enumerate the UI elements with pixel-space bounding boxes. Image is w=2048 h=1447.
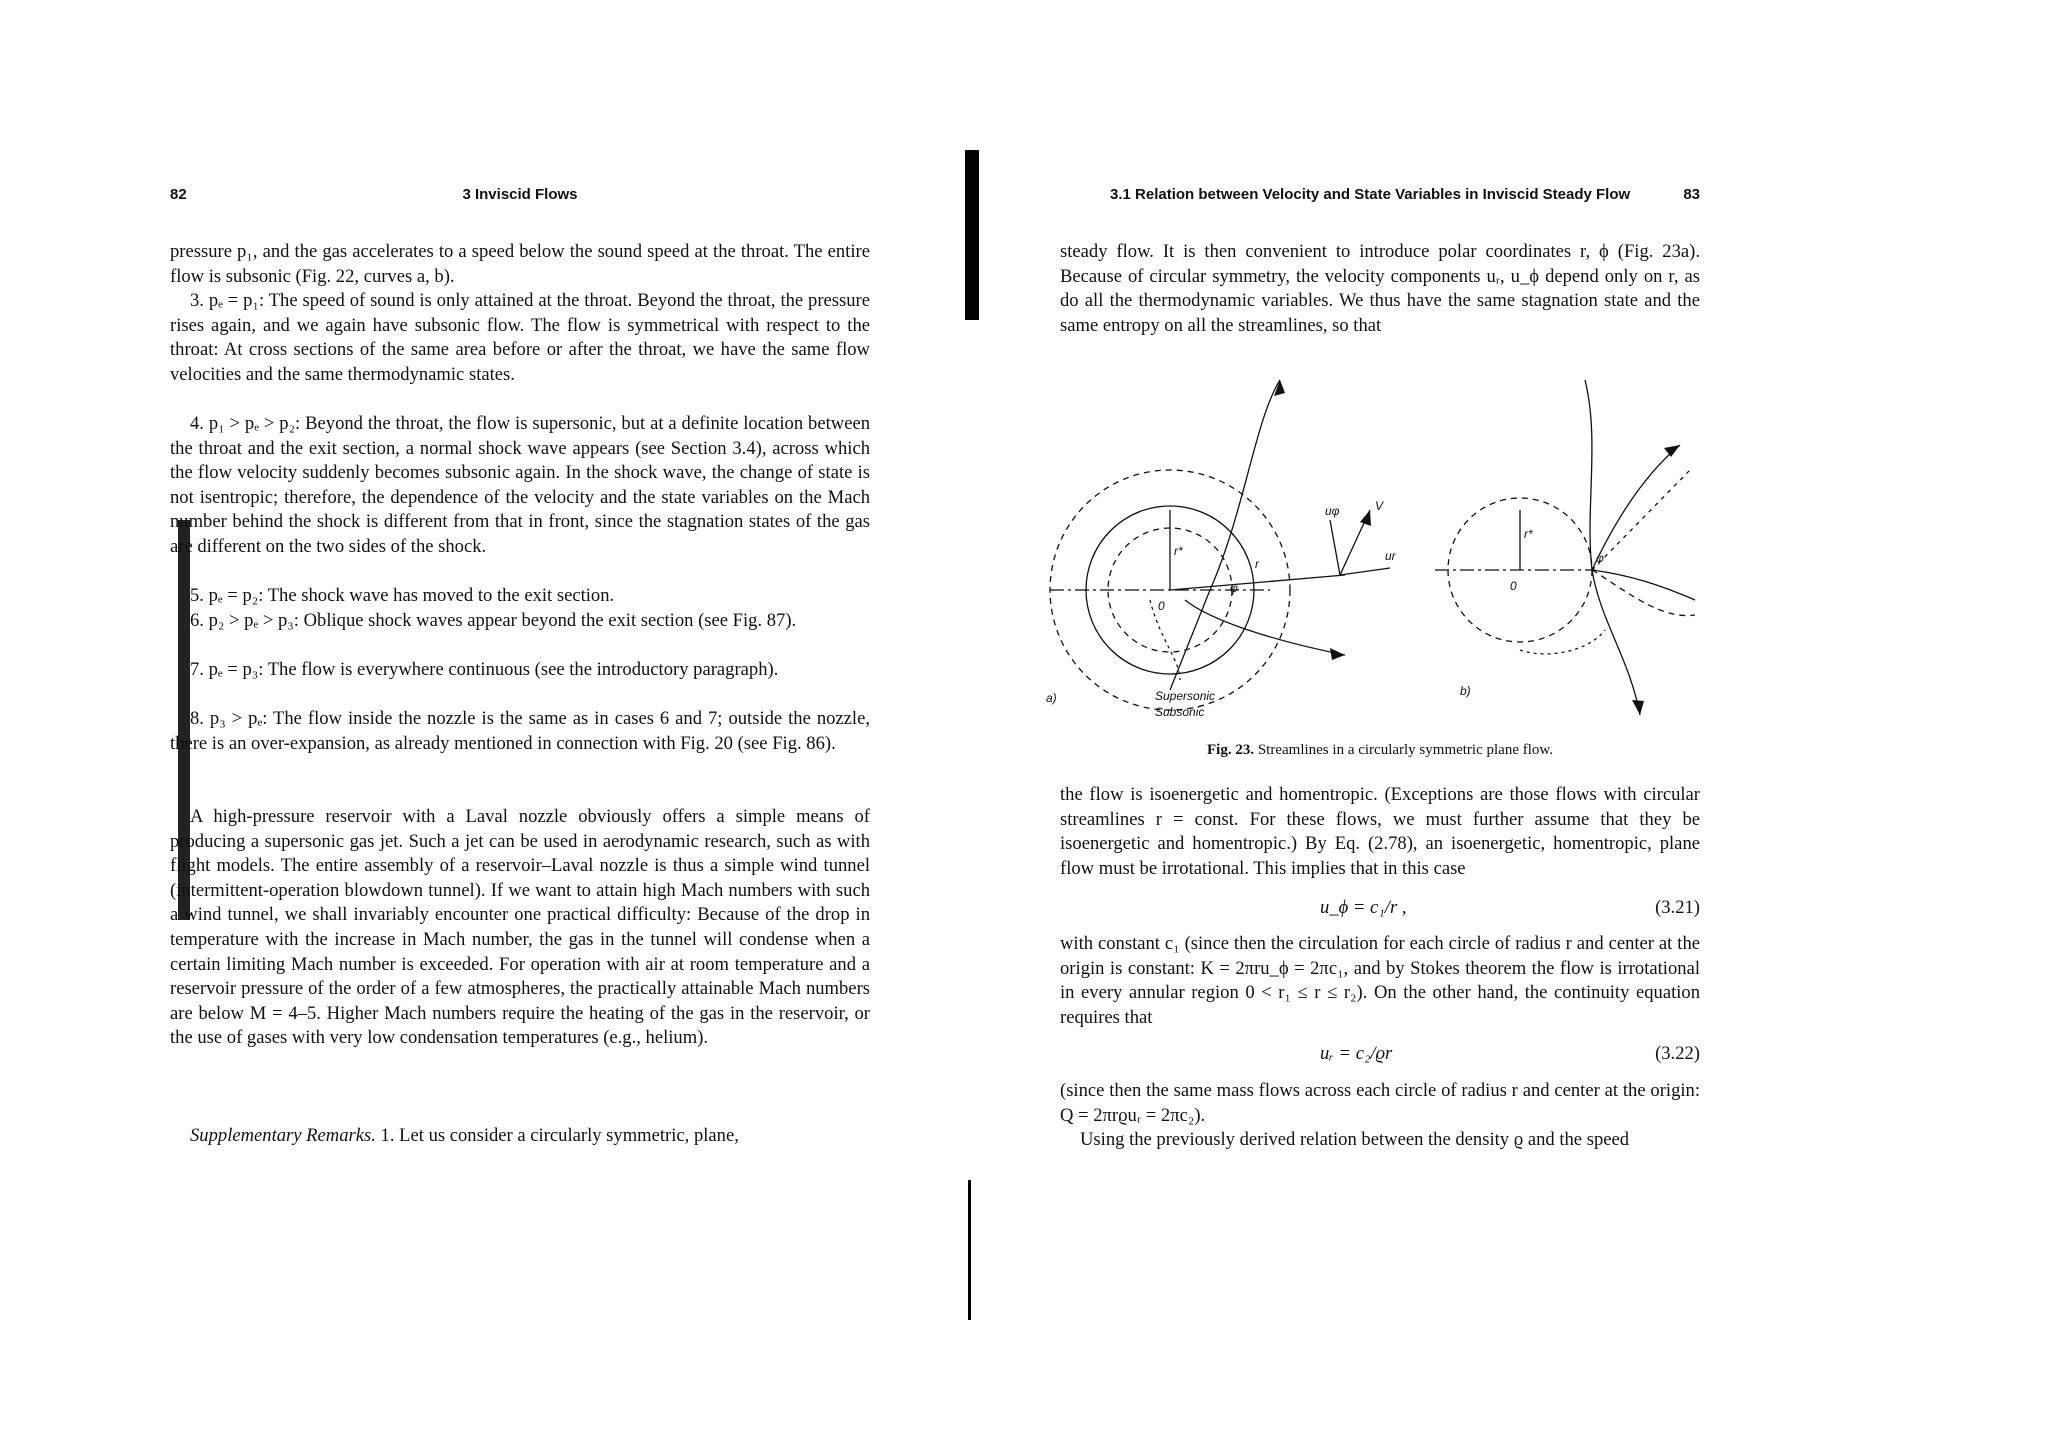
fig-a-arrowhead-right <box>1330 648 1345 660</box>
paragraph-case6: 6. p₂ > pₑ > p₃: Oblique shock waves appear beyond the exit section (see Fig. 87). <box>190 610 797 631</box>
fig-a-label-rstar: r* <box>1174 544 1183 558</box>
caption-label: Fig. 23. <box>1206 742 1255 758</box>
paragraph-polar-coordinates: steady flow. It is then convenient to introduce polar coordinates r, ϕ (Fig. 23a). Because of circular symmetry, the velocity components uᵣ, u_ϕ depend only on r, as do all the thermodynamic variables. We thus have the same stagnation state and the same entropy on all the streamlines, so that <box>1060 241 1700 336</box>
fig-b-streamline-7 <box>1592 470 1690 570</box>
fig-label-supersonic: Supersonic <box>1155 689 1216 703</box>
fig-b-streamline-5 <box>1592 570 1640 715</box>
paragraph-case7: 7. pₑ = p₃: The flow is everywhere continuous (see the introductory paragraph). <box>190 659 779 680</box>
fig-a-label-v: V <box>1375 499 1384 513</box>
figure-23-streamlines <box>1040 360 1700 740</box>
running-title-right: 3.1 Relation between Velocity and State Variables in Inviscid Steady Flow <box>1110 186 1631 203</box>
fig-a-streamline-2 <box>1185 600 1345 655</box>
paragraph-case5: 5. pₑ = p₂: The shock wave has moved to the exit section. <box>190 585 615 606</box>
supplementary-text: 1. Let us consider a circularly symmetric, plane, <box>375 1125 739 1146</box>
fig-a-label-origin: 0 <box>1158 599 1165 613</box>
paragraph-supplementary <box>170 1124 870 1149</box>
left-page <box>170 0 870 1447</box>
equation-3-22-number: (3.22) <box>1655 1043 1700 1064</box>
fig-a-radius-vector <box>1170 575 1345 590</box>
fig-b-label-phi: φ <box>1596 551 1604 565</box>
fig-label-subsonic: Subsonic <box>1155 705 1205 719</box>
fig-b-arrowhead-top <box>1664 445 1680 457</box>
fig-b-streamline-4 <box>1592 570 1695 616</box>
fig-label-a: a) <box>1046 691 1057 705</box>
paragraph-circulation: with constant c₁ (since then the circulation for each circle of radius r and center at the origin is constant: K = 2πru_ϕ = 2πc₁, and by Stokes theorem the flow is irrotational in every annular region 0 < r₁ ≤ r ≤ r₂). On the other hand, the continuity equation requires that <box>1060 933 1700 1028</box>
fig-a-label-uphi: uφ <box>1325 504 1340 518</box>
supplementary-lead: Supplementary Remarks. <box>190 1125 376 1146</box>
paragraph-density-speed: Using the previously derived relation between the density ϱ and the speed <box>1080 1129 1630 1150</box>
fig-b-label-origin: 0 <box>1510 579 1517 593</box>
scan-binding-shadow <box>965 150 979 320</box>
figure-23-caption <box>1140 742 1620 759</box>
equation-3-21-expr: u_ϕ = c₁/r , <box>1320 897 1407 918</box>
fig-a-label-phi: φ <box>1230 581 1238 595</box>
fig-a-uphi-arrow <box>1330 520 1340 575</box>
page-number-left: 82 <box>170 186 187 203</box>
caption-text: Streamlines in a circularly symmetric plane flow. <box>1257 742 1554 758</box>
equation-3-21-number: (3.21) <box>1655 897 1700 918</box>
fig-a-label-ur: ur <box>1385 549 1396 563</box>
paragraph-case8: 8. p₃ > pₑ: The flow inside the nozzle is the same as in cases 6 and 7; outside the nozzle, there is an over-expansion, as already mentioned in connection with Fig. 20 (see Fig. 86). <box>170 708 870 754</box>
fig-a-velocity-arrowhead <box>1360 510 1371 526</box>
paragraph-isoenergetic: the flow is isoenergetic and homentropic. (Exceptions are those flows with circular streamlines r = const. For these flows, we must further assume that they be isoenergetic and homentropic.) By Eq. (2.78), an isoenergetic, homentropic, plane flow must be irrotational. This implies that in this case <box>1060 784 1700 879</box>
page-number-right: 83 <box>1683 186 1700 203</box>
scan-binding-line <box>968 1180 971 1320</box>
fig-b-arrowhead-bottom <box>1632 700 1644 715</box>
paragraph-mass-flow: (since then the same mass flows across each circle of radius r and center at the origin: Q = 2πrϱuᵣ = 2πc₂). <box>1060 1080 1700 1126</box>
fig-label-b: b) <box>1460 684 1471 698</box>
fig-a-ur-arrow <box>1340 568 1390 575</box>
fig-a-label-r: r <box>1255 557 1259 571</box>
fig-a-streamline-1 <box>1170 380 1280 690</box>
fig-a-streamline-3 <box>1150 600 1180 680</box>
paragraph-case2-end: pressure p₁, and the gas accelerates to a speed below the sound speed at the throat. The entire flow is subsonic (Fig. 22, curves a, b). <box>170 241 870 287</box>
fig-b-streamline-3 <box>1592 570 1695 600</box>
fig-b-streamline-6 <box>1520 630 1605 654</box>
equation-3-22-expr: uᵣ = c₂/ϱr <box>1320 1043 1393 1064</box>
fig-b-label-rstar: r* <box>1524 527 1533 541</box>
paragraph-wind-tunnel: A high-pressure reservoir with a Laval nozzle obviously offers a simple means of producing a supersonic gas jet. Such a jet can be used in aerodynamic research, such as with flight models. The entire assembly of a reservoir–Laval nozzle is thus a simple wind tunnel (intermittent-operation blowdown tunnel). If we want to attain high Mach numbers with such a wind tunnel, we shall invariably encounter one practical difficulty: Because of the drop in temperature with the increase in Mach number, the gas in the tunnel will condense when a certain limiting Mach number is exceeded. For operation with air at room temperature and a reservoir pressure of the order of a few atmospheres, the practically attainable Mach numbers are below M = 4–5. Higher Mach numbers require the heating of the gas in the reservoir, or the use of gases with very low condensation temperatures (e.g., helium). <box>170 806 870 1049</box>
fig-b-streamline-2 <box>1592 445 1680 570</box>
paragraph-case4: 4. p₁ > pₑ > p₂: Beyond the throat, the flow is supersonic, but at a definite location between the throat and the exit section, a normal shock wave appears (see Section 3.4), across which the flow velocity suddenly becomes subsonic again. In the shock wave, the change of state is not isentropic; therefore, the dependence of the velocity and the state variables on the Mach number behind the shock is different from that in front, since the stagnation states of the gas are different on the two sides of the shock. <box>170 413 870 557</box>
running-title-left: 3 Inviscid Flows <box>462 186 578 203</box>
paragraph-case3: 3. pₑ = p₁: The speed of sound is only attained at the throat. Beyond the throat, the pressure rises again, and we again have subsonic flow. The flow is symmetrical with respect to the throat: At cross sections of the same area before or after the throat, we have the same flow velocities and the same thermodynamic states. <box>170 290 870 385</box>
